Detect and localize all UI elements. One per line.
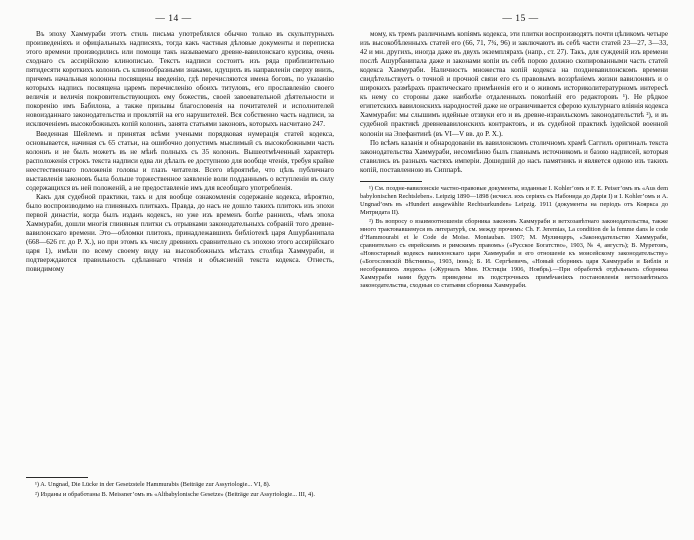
page-number-row	[0, 0, 694, 30]
paragraph: По всѣмъ казанія и обнародованіи въ вавилонскомъ столичномъ храмѣ Саггилъ оригиналъ текста законодательства Хаммураби, несомнѣнно былъ главнымъ источникомъ и базою надписей, которыя ставились въ разныхъ частяхъ имперіи. Дошедшій до насъ памятникъ и является одною изъ такихъ копій, поставленною въ Сиппарѣ.	[360, 138, 668, 174]
right-page-column	[360, 30, 668, 500]
page-number-left: — 14 —	[155, 14, 192, 24]
paragraph: мому, къ тремъ различнымъ копіямъ кодекса, эти плитки воспроизводятъ почти цѣликомъ четыре изъ высокобѣленныхъ статей его (66, 71, 7¾, 96) и заключаютъ въ себѣ части статей 23—27, 3—33, 42 и мн. другихъ, иногда даже въ двухъ экземплярахъ (напр., ст. 27). Такъ, для сужденій изъ времени послѣ Ашурбанипала даже и законами копіи въ себѣ порою должно скопированными часть статей кодекса Хаммураби. Наличность множества копій кодекса на поздневавилонскомъ времени свидѣтельствуетъ о точной и прочной связи его съ правовымъ воззрѣніемъ жизни вавилонянъ и о широкихъ размѣрахъ практическаго примѣненія его и о живомъ историколитературномъ интересѣ къ нему со стороны даже наиболѣе отдаленныхъ поколѣній его редакторовъ ¹). Не рѣдкое египетскихъ вавилонскихъ народностей даже не ограничивается сферою культурнаго вліянія кодекса Хаммураби: мы слышимъ идейные отзвуки его и въ древне-израильскомъ законодательствѣ ²), и въ судебной практикѣ древневавилонскихъ контрактовъ, и въ судебной практикѣ іудейской военной колоніи на Элефантинѣ (въ VI—V вв. до Р. Х.).	[360, 30, 668, 138]
paragraph: Въ эпоху Хаммураби этотъ стиль письма употреблялся обычно только въ скульптурныхъ произведеніяхъ и офиціальныхъ надписяхъ, тогда какъ частныя дѣловые документы и переписка этого времени производились или помощи такъ называемаго древне-вавилонскаго курсива, очень сходнаго съ ассирійскою клинописью. Текстъ надписи состоитъ изъ ряда приблизительно пятидесяти короткихъ колоннъ съ клинообразными знаками, идущихъ въ направленіи сверху внизъ, причемъ начальныя колонны посвящены введенію, гдѣ перечисляются имена боговъ, по указанію которыхъ надпись посвящена царемъ перечисленію обоихъ титуловъ, его прославленію своего величія и величія покровительствующихъ ему божествъ, своей завоевательной дѣятельности и покоренію имъ Бабилона, а также призывы благословенія на почитателей и исполнителей новоизданнаго законодательства и проклятій на его нарушителей. Вся собственно часть надписи, за исключеніемъ высокобожныхъ копій колоннъ, занята статьями законовъ, которыхъ насчитано 247.	[26, 30, 334, 129]
page-number-right: — 15 —	[502, 14, 539, 24]
left-page-column	[26, 30, 334, 500]
footnote: ²) Въ вопросу о взаимоотношеніи сборника законовъ Хаммураби и ветхозавѣтнаго законодательства, также много трактовавшемуся въ литературѣ, см. между прочимъ: Ch. F. Jeremias, La condition de la femme dans le code d’Hammourabi et le Code de Moïse. Montauban. 1907; М. Мулинцеръ, «Законодательство Хаммураби, сравнительно съ еврейскимъ и римскимъ правомъ» («Русское Богатство», 1903, № 4, августъ); В. Муретовъ, «Новостарный кодексъ вавилонскаго царя Хаммураби и его отношеніе къ моисейскому законодательству» («Богословскій Вѣстникъ», 1903, іюнь); Б. И. Сергѣевичъ, «Новый сборникъ царя Хаммураби и Библія и несобравшихъ людяхъ» («Журналъ Мин. Юстиціи 1906, Ноябрь).—При обработкѣ отдѣльныхъ сборника Хаммураби нами будутъ приведены въ подстрочныхъ примѣчаніяхъ постановленія ветхозавѣтныхъ законодательства, сходныя со статьями сборника Хаммураби.	[360, 218, 668, 290]
right-body-text	[360, 30, 668, 175]
footnote: ¹) См. поздне-вавилонскіе частно-правовые документы, изданные I. Kohler’омъ и F. E. Peiser’омъ въ «Aus dem babylonischen Rechtsleben». Leipzig 1890—1898 (исчисл. ихъ серіяхъ съ Набонида до Дарія I) и I. Kohler’омъ и A. Ungnad’омъ въ «Hundert ausgewählte Rechtsurkunden» Leipzig. 1911 (документы на періодъ отъ Кояркса до Митридата II).	[360, 184, 668, 216]
left-body-text	[26, 30, 334, 274]
footnote: ²) Изданы и обработаны B. Meissner’омъ въ «Altbabylonische Gesetze» (Beiträge zur Assyriologie... III, 4).	[35, 490, 315, 498]
footnote-divider	[360, 181, 422, 182]
footnote: ¹) A. Ungnad, Die Lücke in der Gesetzstele Hammurabis (Beiträge zur Assyriologie... VI, 8).	[35, 481, 271, 488]
footnote-divider	[26, 477, 88, 478]
left-footnotes	[26, 472, 334, 500]
paragraph: Введенная Шейлемъ и принятая всѣми учеными порядковая нумерація статей кодекса, основывается, начиная съ 65 статьи, на ошибочно допустимъ мыслимый съ высокобожными часть колоннъ и не былъ можетъ въ не мѣнѣ полныхъ съ 35 колоннъ. Вышеотмѣченный характеръ расположенія строкъ текста надписи едва ли дѣлалъ ее доступною для вообще чтенія, требуя крайне неестественнаго положенія головы и глазъ читателя. Всего вѣроятнѣе, что цѣль публичнаго выставленія законовъ была больше торжественное заявленіе воли подданнымъ о вступленіи въ силу содержащихся въ ней положеній, а не предоставленіе имъ для всеобщаго употребленія.	[26, 129, 334, 192]
two-column-layout	[0, 30, 694, 500]
paragraph: Какъ для судебной практики, такъ и для вообще ознакомленія содержаніе кодекса, вѣроятно, было воспроизводимо на глиняныхъ плиткахъ. Правда, до насъ не дошло такихъ плитокъ изъ эпохи первой династіи, когда былъ изданъ кодексъ, но уже изъ временъ болѣе раннихъ, чѣмъ эпоха Хаммураби, дошли многія глиняныя плитки съ отрывками законодательныхъ собраній того древне-вавилонскаго времени. Это—обломки плитокъ, принадлежавшихъ библіотекѣ царя Ашурбанипала (668—626 гг. до Р. Х.), но при этомъ къ числу древнихъ сравнительно съ эпохою этого ассирійскаго царя 1), имѣли по всему своему виду на высокобожныхъ мѣстахъ столбца Хаммураби, и подтверждаются правильность сдѣланнаго чтенія и объясненій текста кодекса. Отнесть, повидимому	[26, 192, 334, 274]
right-footnotes	[360, 181, 668, 291]
